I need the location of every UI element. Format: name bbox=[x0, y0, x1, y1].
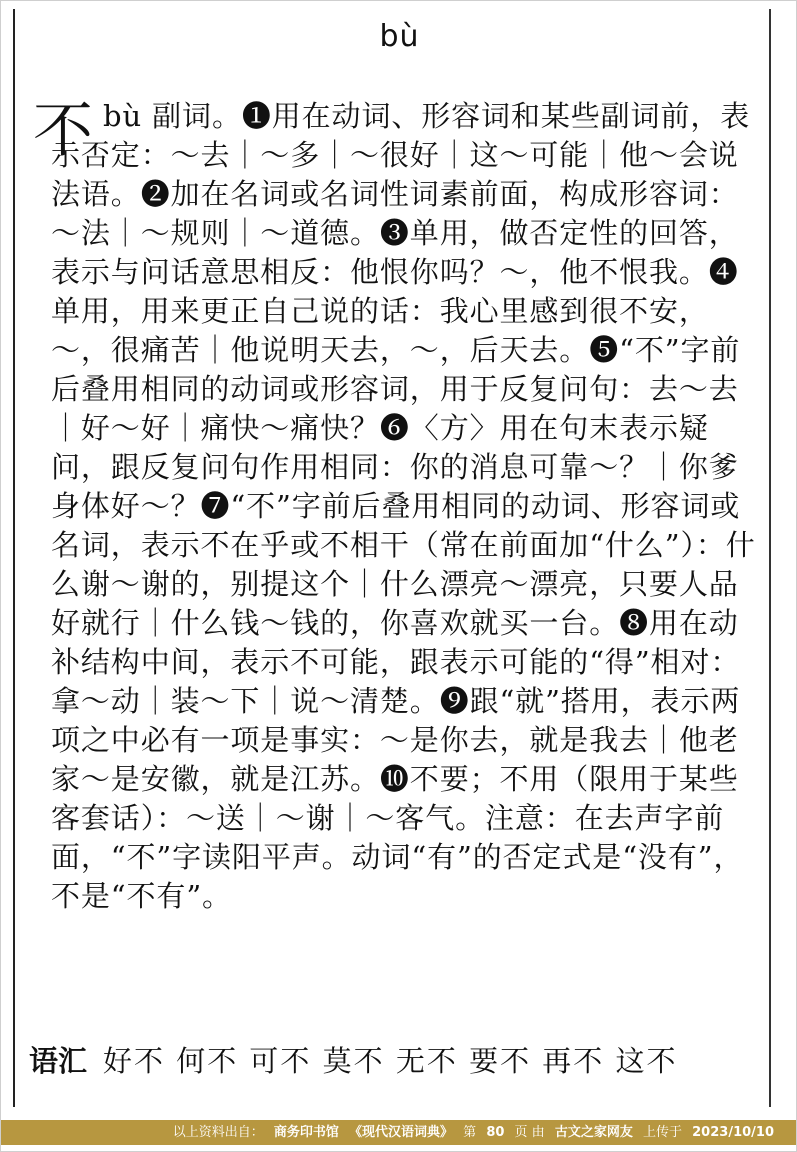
source-footer bbox=[1, 1120, 797, 1145]
right-margin-rule bbox=[769, 9, 771, 1107]
left-margin-rule bbox=[13, 9, 15, 1107]
footer-book: 《现代汉语词典》 bbox=[349, 1125, 454, 1140]
pinyin-header: bù bbox=[379, 19, 420, 54]
vocabulary-words: 好不 何不 可不 莫不 无不 要不 再不 这不 bbox=[103, 1044, 678, 1078]
footer-uploader: 古文之家网友 bbox=[554, 1125, 633, 1140]
entry-definition: bù 副词。❶用在动词、形容词和某些副词前，表示否定：～去｜～多｜～很好｜这～可能｜他～会说法语。❷加在名词或名词性词素前面，构成形容词：～法｜～规则｜～道德。❸单用，做否定性的回答，表示与问话意思相反：他恨你吗？～，他不恨我。❹单用，用来更正自己说的话：我心里感到很不安，～，很痛苦｜他说明天去，～，后天去。❺“不”字前后叠用相同的动词或形容词，用于反复问句：去～去｜好～好｜痛快～痛快？❻〈方〉用在句末表示疑问，跟反复问句作用相同：你的消息可靠～？｜你爹身体好～？❼“不”字前后叠用相同的动词、形容词或名词，表示不在乎或不相干（常在前面加“什么”）：什么谢～谢的，别提这个｜什么漂亮～漂亮，只要人品好就行｜什么钱～钱的，你喜欢就买一台。❽用在动补结构中间，表示不可能，跟表示可能的“得”相对：拿～动｜装～下｜说～清楚。❾跟“就”搭用，表示两项之中必有一项是事实：～是你去，就是我去｜他老家～是安徽，就是江苏。❿不要；不用（限用于某些客套话）：～送｜～谢｜～客气。注意：在去声字前面，“不”字读阳平声。动词“有”的否定式是“没有”，不是“不有”。 bbox=[51, 99, 756, 913]
footer-page-number: 80 bbox=[486, 1125, 505, 1140]
footer-date: 2023/10/10 bbox=[692, 1125, 774, 1140]
footer-page-prefix: 第 bbox=[463, 1125, 477, 1140]
vocabulary-label: 语汇 bbox=[29, 1044, 88, 1078]
footer-page-suffix: 页 由 bbox=[514, 1125, 545, 1140]
entry-headword: 不 bbox=[33, 96, 93, 166]
footer-prefix: 以上资料出自： bbox=[172, 1125, 264, 1140]
footer-uploaded: 上传于 bbox=[642, 1125, 682, 1140]
footer-publisher: 商务印书馆 bbox=[273, 1125, 339, 1140]
